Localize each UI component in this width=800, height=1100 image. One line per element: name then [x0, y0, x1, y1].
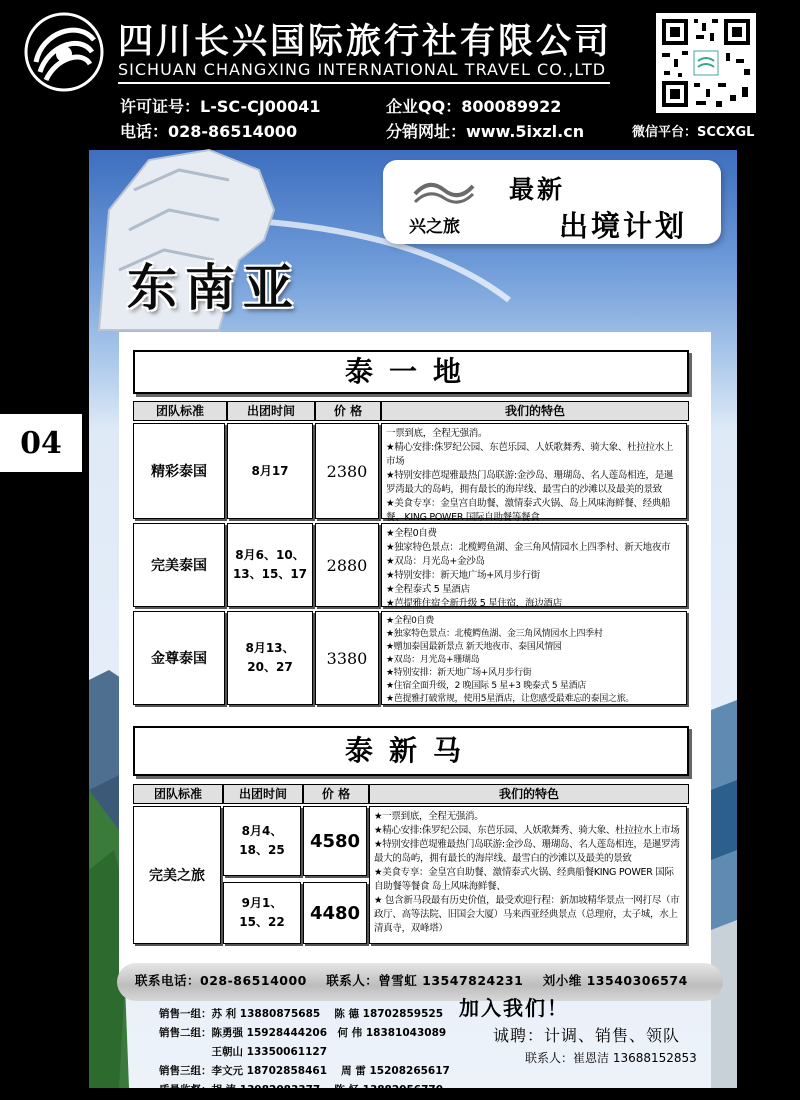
- recruit-contact: 联系人：崔恩洁 13688152853: [525, 1051, 697, 1065]
- sales-line: 销售三组：李文元 18702858461 周 雷 15208265617: [159, 1065, 450, 1077]
- feature-line: ★全程泰式 5 星酒店: [386, 584, 470, 595]
- tour-dates: 8月4、18、25: [223, 806, 301, 876]
- company-qq: 企业QQ：800089922: [386, 97, 562, 116]
- banner-title-line1: 最新: [509, 175, 566, 204]
- tour-dates: 8月13、20、27: [227, 611, 313, 705]
- page-number: 04: [0, 412, 84, 474]
- tour-features: [369, 806, 687, 944]
- feature-line: ★精心安排:侏罗纪公园、东芭乐园、人妖歌舞秀、骑大象、杜拉拉水上市场: [386, 442, 674, 467]
- feature-line: ★美食专享：金皇宫自助餐、激情泰式火锅、经典船餐KING POWER 国际自助餐等餐食 岛上风味海鲜餐、: [374, 867, 674, 892]
- sales-list: [159, 1005, 450, 1100]
- tour-price: 4580: [303, 806, 367, 876]
- feature-line: ★住宿全面升级，2 晚国际 5 星+3 晚泰式 5 星酒店: [386, 681, 586, 691]
- header-price: 价 格: [315, 401, 381, 421]
- feature-line: ★特别安排芭堤雅最热门岛联游:金沙岛、珊瑚岛、名人莲岛相连，是暹罗湾最大的岛屿，拥有最长的海岸线、最雪白的沙滩以及最美的景致: [386, 470, 674, 495]
- company-name-cn: 四川长兴国际旅行社有限公司: [118, 22, 613, 62]
- section-title: 泰一地: [133, 350, 689, 394]
- join-us-heading: 加入我们！: [459, 996, 569, 1020]
- company-phone: 电话：028-86514000: [120, 122, 298, 141]
- feature-line: ★全程0自费: [386, 616, 434, 626]
- company-website[interactable]: 分销网址：www.5ixzl.cn: [386, 122, 585, 141]
- header-team: 团队标准: [133, 401, 227, 421]
- feature-line: ★双岛：月光岛+金沙岛: [386, 556, 485, 567]
- header-date: 出团时间: [223, 784, 303, 804]
- header-features: 我们的特色: [369, 784, 689, 804]
- feature-line: ★精心安排:侏罗纪公园、东芭乐园、人妖歌舞秀、骑大象、杜拉拉水上市场: [374, 825, 680, 836]
- section-thailand-singapore-malaysia: [125, 722, 697, 954]
- section-title: 泰新马: [133, 726, 689, 776]
- recruit-text: 诚聘：计调、销售、领队: [493, 1026, 681, 1045]
- footer-contact: 联系人：曾雪虹 13547824231: [326, 973, 524, 988]
- banner-brand: 兴之旅: [409, 217, 460, 237]
- feature-line: ★独家特色景点：北榄鳄鱼湖、金三角风情园水上四季村: [386, 629, 603, 639]
- tour-features: [381, 423, 687, 523]
- feature-line: ★全程0自费: [386, 528, 437, 539]
- qr-code-icon: [656, 13, 756, 113]
- tour-price: 2380: [315, 423, 379, 519]
- feature-line: ★芭提雅住宿全新升级 5 星住宿，海边酒店: [386, 598, 562, 609]
- feature-line: ★ 包含新马段最有历史价值，最受欢迎行程：新加坡精华景点一网打尽（市政厅、高等法院、旧国会大厦）马来西亚经典景点（总理府，太子城，水上清真寺，双峰塔）: [374, 895, 680, 934]
- footer-contact-line: [135, 971, 688, 989]
- wechat-platform: 微信平台：SCCXGL: [632, 125, 755, 140]
- region-title: 东南亚: [127, 258, 301, 317]
- company-name-en: SICHUAN CHANGXING INTERNATIONAL TRAVEL CO.,LTD: [118, 60, 607, 79]
- header-date: 出团时间: [227, 401, 315, 421]
- feature-line: ★特别安排：新天地广场+风月步行街: [386, 570, 540, 581]
- feature-line: ★独家特色景点：北榄鳄鱼湖、金三角风情园水上四季村、新天地夜市: [386, 542, 671, 553]
- header-features: 我们的特色: [381, 401, 689, 421]
- footer-contact-alt: 刘小维 13540306574: [542, 973, 688, 988]
- sales-line: 王朝山 13350061127: [159, 1046, 328, 1058]
- header-team: 团队标准: [133, 784, 223, 804]
- license-number: 许可证号：L-SC-CJ00041: [120, 97, 321, 116]
- tour-name: 金尊泰国: [133, 611, 225, 705]
- company-logo: [24, 12, 104, 92]
- feature-line: ★美食专享：金皇宫自助餐、激情泰式火锅、岛上风味海鲜餐、经典船餐、KING POWER 国际自助餐等餐食: [386, 498, 671, 523]
- header-price: 价 格: [303, 784, 369, 804]
- tour-features: [381, 523, 687, 607]
- banner-title-line2: 出境计划: [559, 209, 688, 243]
- header-divider: [118, 82, 610, 84]
- poster: [89, 150, 737, 1096]
- footer-phone: 联系电话：028-86514000: [135, 973, 307, 988]
- tour-name: 完美之旅: [133, 806, 221, 944]
- tour-dates: 8月17: [227, 423, 313, 519]
- wave-logo-icon: [411, 174, 477, 208]
- feature-line: ★赠加泰国最新景点 新天地夜市、泰国风情园: [386, 642, 562, 652]
- tour-name: 精彩泰国: [133, 423, 225, 519]
- tour-dates: 8月6、10、13、15、17: [227, 523, 313, 607]
- feature-line: ★芭提雅打破常规，使用5星酒店，让您感受最难忘的泰国之旅。: [386, 694, 635, 704]
- banner: [383, 160, 721, 244]
- section-thailand: [125, 346, 697, 708]
- feature-line: ★特别安排：新天地广场+风月步行街: [386, 668, 532, 678]
- tour-dates: 9月1、15、22: [223, 882, 301, 944]
- tour-price: 4480: [303, 882, 367, 944]
- tour-price: 2880: [315, 523, 379, 607]
- sales-line: 销售二组：陈勇强 15928444206 何 伟 18381043089: [159, 1027, 447, 1039]
- tour-features: [381, 611, 687, 705]
- tour-name: 完美泰国: [133, 523, 225, 607]
- tour-price: 3380: [315, 611, 379, 705]
- feature-line: ★一票到底，全程无强消。: [374, 811, 484, 822]
- sales-line: 销售一组：苏 利 13880875685 陈 德 18702859525: [159, 1008, 444, 1020]
- feature-line: ★双岛：月光岛+珊瑚岛: [386, 655, 480, 665]
- feature-line: ★特别安排芭堤雅最热门岛联游:金沙岛、珊瑚岛、名人莲岛相连，是暹罗湾最大的岛屿，拥有最长的海岸线、最雪白的沙滩以及最美的景致: [374, 839, 680, 864]
- sales-line: 质量监督：胡 涛 13982083377 陈 忆 13882056770: [159, 1084, 444, 1096]
- feature-line: 一票到底，全程无强消。: [386, 428, 488, 439]
